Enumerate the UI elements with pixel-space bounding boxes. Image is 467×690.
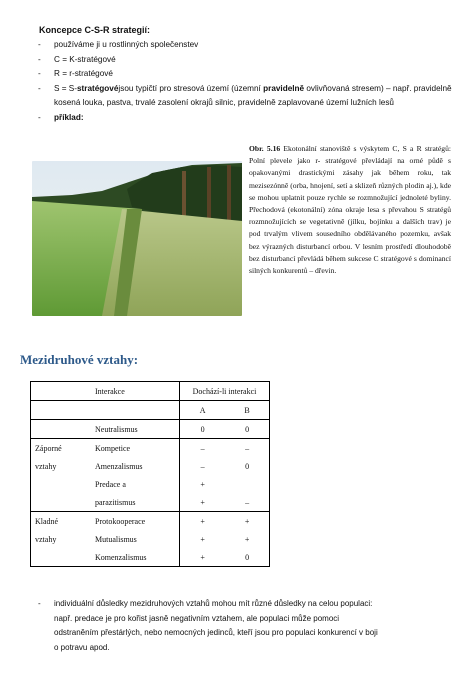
- bottom-note: - individuální důsledky mezidruhových vztahů mohou mít různé důsledky na celou populaci: např. predace je pro kořist jasně negativním vztahem, ale populaci může pomoci odstraněním přestárlých, nebo nemocných jedinců, kteří jsou pro populaci konkurencí v boji o potravu apod.: [38, 597, 448, 655]
- bullet-item: - S = S-stratégovéjsou typičtí pro stresová území (územní pravidelně ovlivňovaná stresem) – např. pravidelně kosená louka, pastva, trvalé zasolení okrajů silnic, pravidelně zaplavované území lužních lesů: [38, 82, 458, 111]
- figure-caption: Obr. 5.16 Ekotonální stanoviště s výskytem C, S a R stratégů: Polní plevele jako r- stratégové převládají na orné půdě s opakovanými drastickými zásahy jak během roku, tak mezisezónně (orba, hnojení, setí a sklizeň různých plodin aj.), kde se mohou uplatnit pouze rychle se rozmnožující jednoleté byliny. Přechodová (ekotonální) zóna okraje lesa s převahou S stratégů rozmnožujících se vegetativně (jílku, bojínku a dalších trav) je pod trvalým vlivem sousedního obdělávaného pozemku, avšak bez výrazných disturbancí orbou. V lesním prostředí dlouhodobě bez disturbancí převládá během sukcese C stratégové s dominancí silných konkurentů – dřevin.: [249, 144, 452, 276]
- section-title: Mezidruhové vztahy:: [20, 352, 139, 367]
- table-row: vztahy Mutualismus + +: [31, 530, 270, 548]
- bullet-item: - C = K-stratégové: [38, 53, 458, 68]
- table-row: Predace a +: [31, 475, 270, 493]
- table-row: Interakce Dochází-li interakci: [31, 382, 270, 401]
- ecotone-photo: [32, 161, 242, 316]
- csr-bullet-list: [38, 38, 458, 125]
- table-row: Záporné Kompetice – –: [31, 439, 270, 458]
- table-row: Kladné Protokooperace + +: [31, 512, 270, 531]
- bullet-item: - příklad:: [38, 111, 458, 126]
- bullet-item: - používáme ji u rostlinných společenstev: [38, 38, 458, 53]
- table-row: Neutralismus 0 0: [31, 420, 270, 439]
- table-row: Komenzalismus + 0: [31, 548, 270, 567]
- table-row: vztahy Amenzalismus – 0: [31, 457, 270, 475]
- interaction-table: [30, 381, 270, 567]
- ecotone-photo-illustration: [32, 161, 242, 316]
- table-row: parazitismus + –: [31, 493, 270, 512]
- concept-heading: Koncepce C-S-R strategií:: [39, 25, 151, 35]
- table-row: A B: [31, 401, 270, 420]
- bullet-item: - R = r-stratégové: [38, 67, 458, 82]
